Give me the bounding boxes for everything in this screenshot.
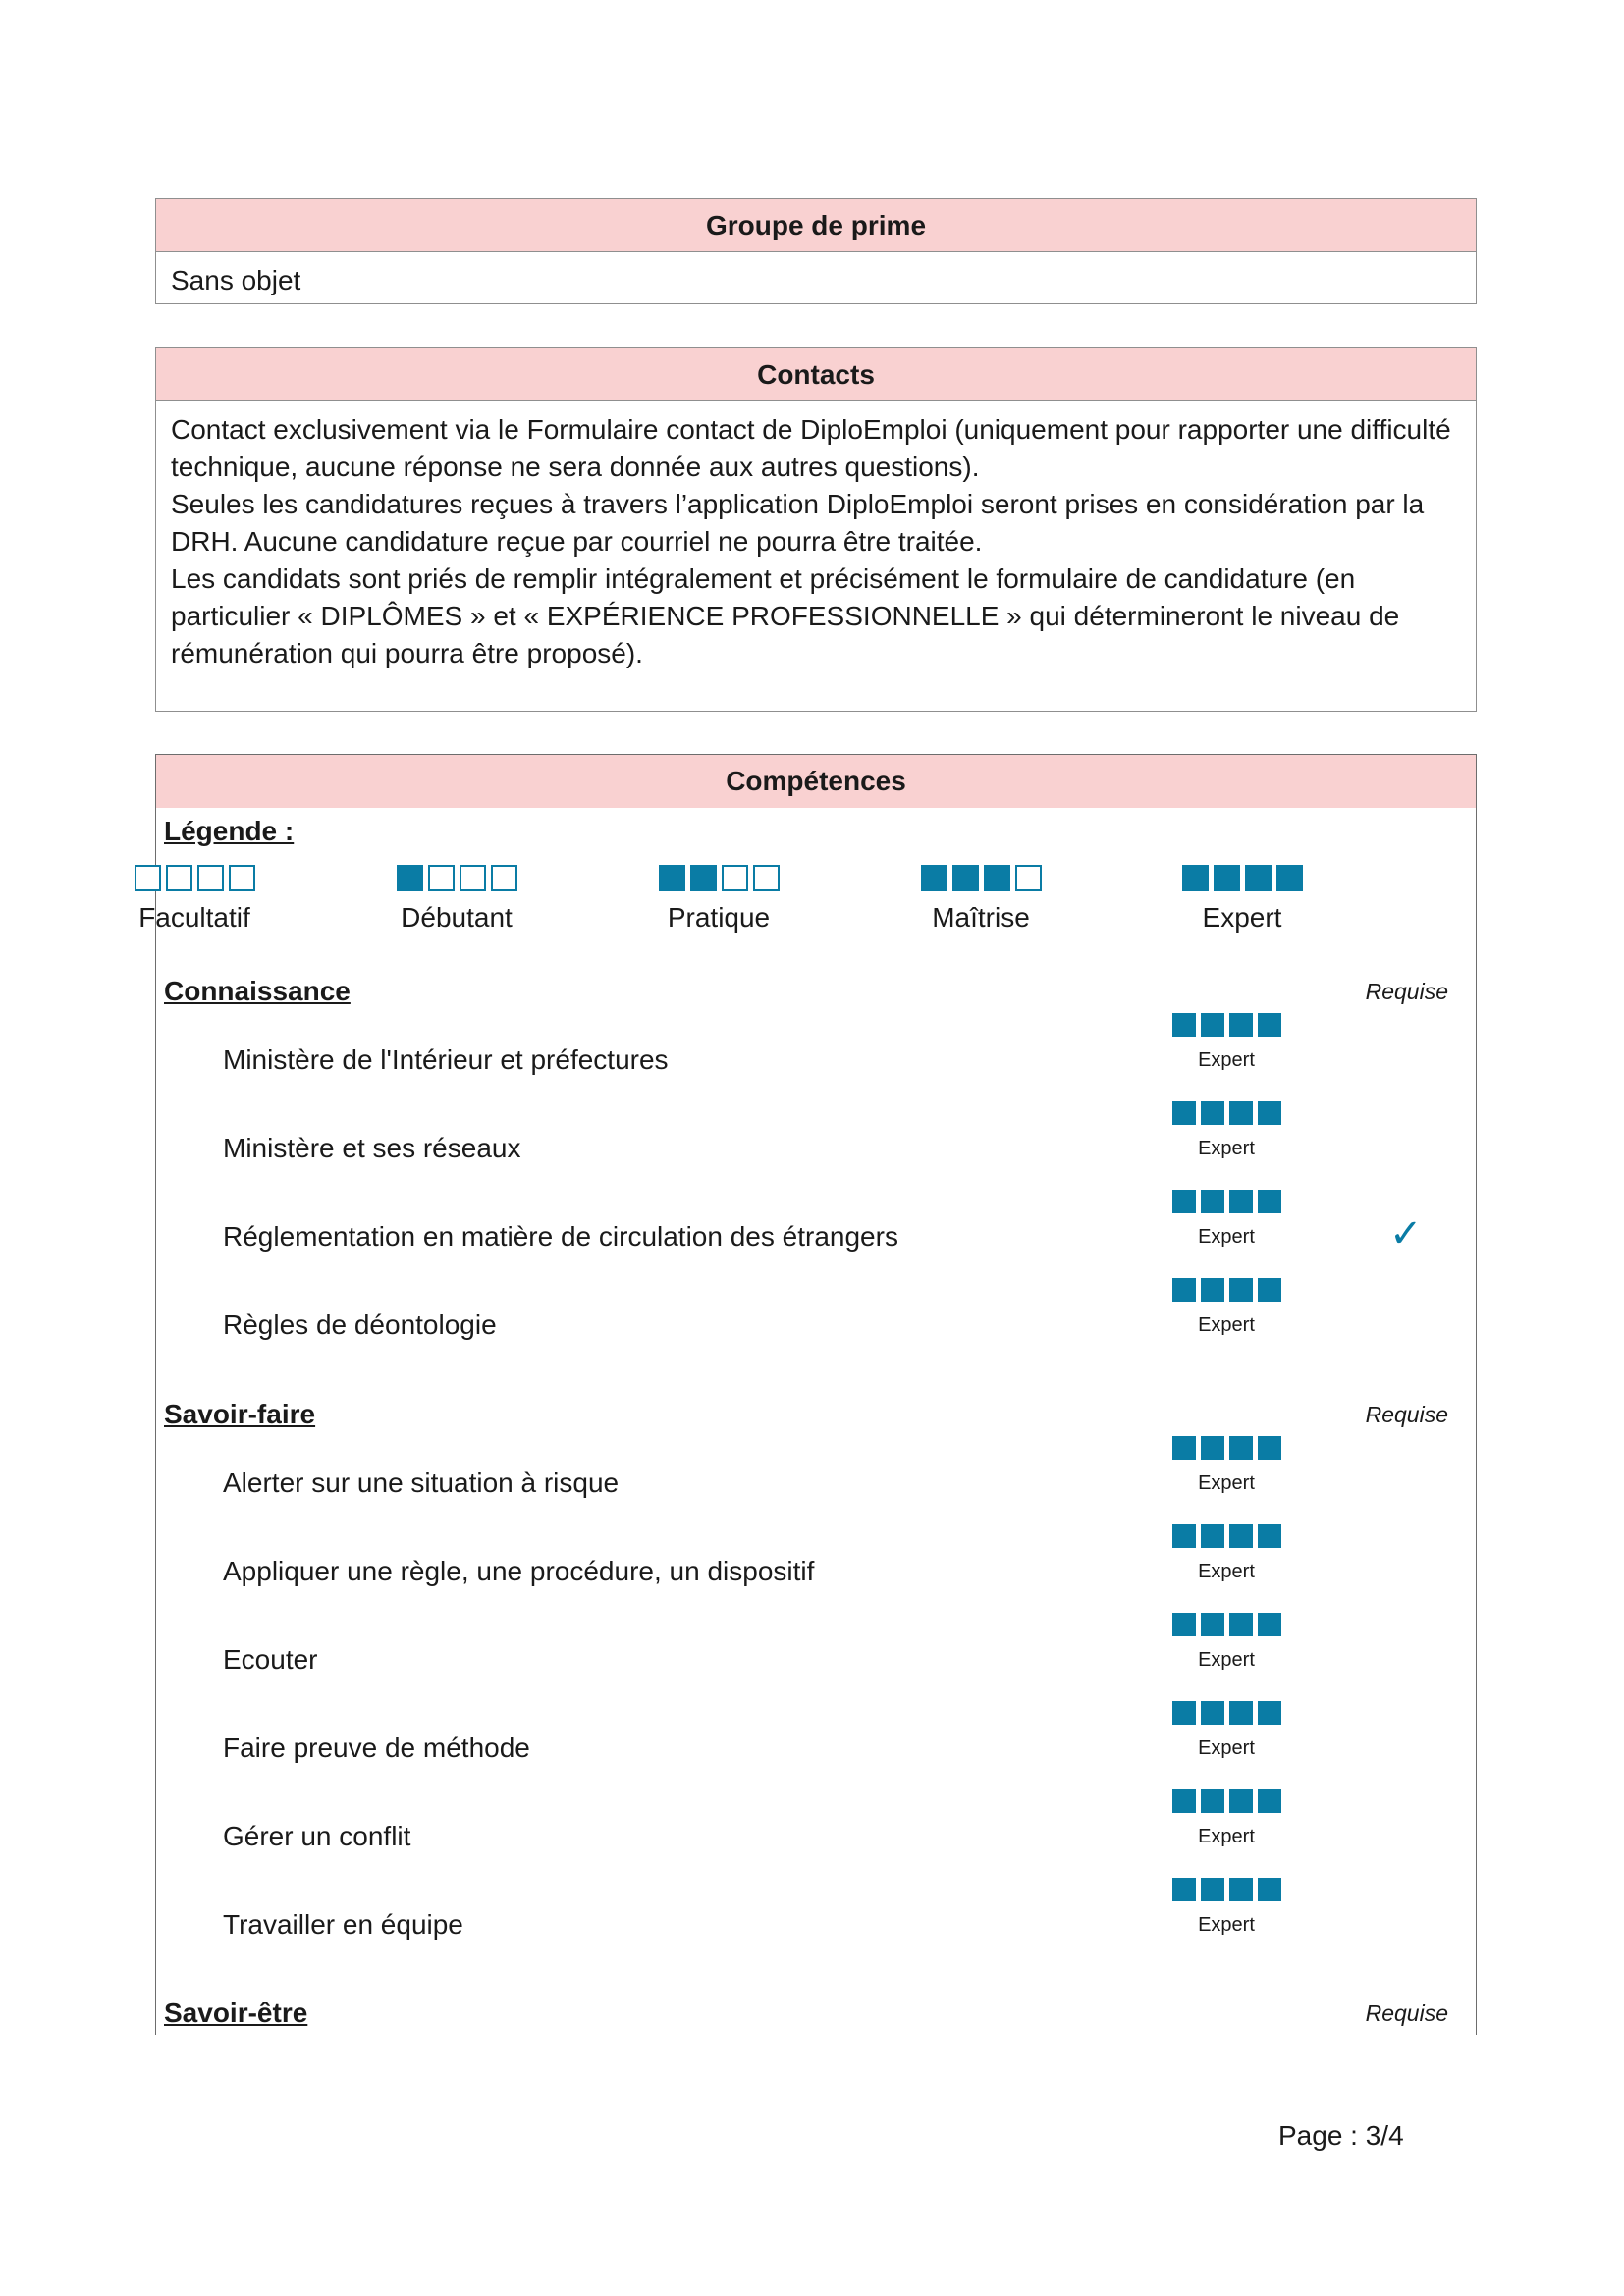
competence-level	[1164, 1701, 1288, 1760]
level-squares	[1172, 1701, 1281, 1725]
filled-square-icon	[1229, 1190, 1253, 1213]
required-column-label: Requise	[1365, 2001, 1448, 2026]
filled-square-icon	[1258, 1524, 1281, 1548]
level-squares	[921, 865, 1042, 891]
competences-panel	[138, 754, 1477, 2035]
legend-label: Maîtrise	[932, 902, 1030, 933]
empty-square-icon	[491, 865, 517, 891]
filled-square-icon	[1172, 1878, 1196, 1901]
required-column-label: Requise	[1365, 979, 1448, 1004]
competence-level	[1164, 1278, 1288, 1337]
contacts-panel	[155, 347, 1477, 712]
section-title: Savoir-être	[164, 1998, 308, 2028]
required-column-label: Requise	[1365, 1402, 1448, 1427]
legend-item	[883, 865, 1079, 934]
competence-name: Ministère de l'Intérieur et préfectures	[223, 1044, 669, 1075]
required-check-icon: ✓	[1389, 1212, 1423, 1255]
filled-square-icon	[1258, 1278, 1281, 1302]
legend-item	[358, 865, 555, 934]
filled-square-icon	[1201, 1190, 1224, 1213]
competence-name: Alerter sur une situation à risque	[223, 1468, 620, 1498]
level-squares	[1172, 1878, 1281, 1901]
competence-level-label: Expert	[1198, 1561, 1255, 1582]
competence-name: Ministère et ses réseaux	[223, 1133, 521, 1163]
competence-level-label: Expert	[1198, 1138, 1255, 1159]
competence-row	[156, 1907, 1476, 1996]
filled-square-icon	[1229, 1701, 1253, 1725]
competence-level	[1164, 1190, 1288, 1249]
competence-level	[1164, 1013, 1288, 1072]
filled-square-icon	[1258, 1013, 1281, 1037]
filled-square-icon	[1172, 1190, 1196, 1213]
legend-item	[96, 865, 293, 934]
competence-level	[1164, 1789, 1288, 1848]
filled-square-icon	[1229, 1101, 1253, 1125]
legend-item	[621, 865, 817, 934]
competence-level-label: Expert	[1198, 1049, 1255, 1071]
prime-panel	[155, 198, 1477, 304]
contacts-paragraph: Seules les candidatures reçues à travers l’application DiploEmploi seront prises en considération par la DRH. Aucune candidature reçue par courriel ne pourra être traitée.	[171, 489, 1425, 557]
filled-square-icon	[1229, 1878, 1253, 1901]
level-squares	[1172, 1190, 1281, 1213]
competence-name: Travailler en équipe	[223, 1909, 463, 1940]
competence-name: Ecouter	[223, 1644, 318, 1675]
competence-name: Règles de déontologie	[223, 1309, 497, 1340]
competence-name: Faire preuve de méthode	[223, 1733, 530, 1763]
filled-square-icon	[1201, 1436, 1224, 1460]
empty-square-icon	[166, 865, 192, 891]
competence-name: Gérer un conflit	[223, 1821, 411, 1851]
competence-level-label: Expert	[1198, 1649, 1255, 1671]
section-title: Connaissance	[164, 976, 351, 1006]
legend-title: Légende :	[164, 816, 295, 846]
legend-item	[1144, 865, 1340, 934]
page-number: Page : 3/4	[1278, 2120, 1404, 2151]
competence-level	[1164, 1613, 1288, 1672]
contacts-paragraph: Contact exclusivement via le Formulaire contact de DiploEmploi (uniquement pour rapporter une difficulté technique, aucune réponse ne sera donnée aux autres questions).	[171, 414, 1451, 482]
level-squares	[1172, 1278, 1281, 1302]
competence-level-label: Expert	[1198, 1226, 1255, 1248]
filled-square-icon	[397, 865, 423, 891]
empty-square-icon	[135, 865, 161, 891]
filled-square-icon	[1172, 1524, 1196, 1548]
filled-square-icon	[921, 865, 947, 891]
filled-square-icon	[952, 865, 979, 891]
competence-row	[156, 1308, 1476, 1396]
filled-square-icon	[1245, 865, 1272, 891]
contacts-body	[156, 401, 1476, 682]
competence-level	[1164, 1524, 1288, 1583]
filled-square-icon	[1172, 1278, 1196, 1302]
filled-square-icon	[984, 865, 1010, 891]
filled-square-icon	[1258, 1436, 1281, 1460]
filled-square-icon	[690, 865, 717, 891]
filled-square-icon	[1258, 1878, 1281, 1901]
filled-square-icon	[1258, 1613, 1281, 1636]
competence-level	[1164, 1101, 1288, 1160]
competence-level-label: Expert	[1198, 1472, 1255, 1494]
legend-label: Expert	[1202, 902, 1282, 933]
prime-body: Sans objet	[171, 265, 301, 295]
filled-square-icon	[1201, 1278, 1224, 1302]
competence-level-label: Expert	[1198, 1826, 1255, 1847]
filled-square-icon	[1258, 1701, 1281, 1725]
filled-square-icon	[1229, 1436, 1253, 1460]
level-squares	[1182, 865, 1303, 891]
filled-square-icon	[1172, 1436, 1196, 1460]
competence-level	[1164, 1878, 1288, 1937]
filled-square-icon	[1229, 1524, 1253, 1548]
level-squares	[135, 865, 255, 891]
section-title: Savoir-faire	[164, 1399, 316, 1429]
filled-square-icon	[1229, 1789, 1253, 1813]
filled-square-icon	[1172, 1101, 1196, 1125]
competences-title: Compétences	[156, 755, 1476, 808]
filled-square-icon	[1229, 1013, 1253, 1037]
empty-square-icon	[428, 865, 455, 891]
legend-label: Pratique	[667, 902, 771, 933]
competence-name: Appliquer une règle, une procédure, un dispositif	[223, 1556, 815, 1586]
level-squares	[1172, 1436, 1281, 1460]
prime-title: Groupe de prime	[156, 199, 1476, 252]
filled-square-icon	[1201, 1789, 1224, 1813]
filled-square-icon	[1172, 1789, 1196, 1813]
level-squares	[397, 865, 517, 891]
filled-square-icon	[1201, 1613, 1224, 1636]
filled-square-icon	[1258, 1101, 1281, 1125]
filled-square-icon	[1258, 1190, 1281, 1213]
filled-square-icon	[1172, 1013, 1196, 1037]
filled-square-icon	[1182, 865, 1209, 891]
level-squares	[1172, 1101, 1281, 1125]
competence-level-label: Expert	[1198, 1314, 1255, 1336]
legend-label: Débutant	[401, 902, 513, 933]
level-squares	[1172, 1789, 1281, 1813]
level-squares	[1172, 1013, 1281, 1037]
empty-square-icon	[1015, 865, 1042, 891]
filled-square-icon	[1229, 1278, 1253, 1302]
filled-square-icon	[1201, 1013, 1224, 1037]
contacts-paragraph: Les candidats sont priés de remplir intégralement et précisément le formulaire de candidature (en particulier « DIPLÔMES » et « EXPÉRIENCE PROFESSIONNELLE » qui détermineront le niveau de rémunération qui pourra être proposé).	[171, 563, 1400, 668]
competence-name: Réglementation en matière de circulation des étrangers	[223, 1221, 898, 1252]
filled-square-icon	[1172, 1701, 1196, 1725]
competence-level-label: Expert	[1198, 1914, 1255, 1936]
empty-square-icon	[197, 865, 224, 891]
filled-square-icon	[659, 865, 685, 891]
empty-square-icon	[722, 865, 748, 891]
empty-square-icon	[460, 865, 486, 891]
filled-square-icon	[1172, 1613, 1196, 1636]
filled-square-icon	[1201, 1101, 1224, 1125]
legend-label: Facultatif	[138, 902, 250, 933]
contacts-title: Contacts	[156, 348, 1476, 401]
empty-square-icon	[229, 865, 255, 891]
filled-square-icon	[1276, 865, 1303, 891]
empty-square-icon	[753, 865, 780, 891]
competence-level	[1164, 1436, 1288, 1495]
level-squares	[659, 865, 780, 891]
filled-square-icon	[1214, 865, 1240, 891]
filled-square-icon	[1201, 1878, 1224, 1901]
filled-square-icon	[1201, 1524, 1224, 1548]
filled-square-icon	[1201, 1701, 1224, 1725]
competence-level-label: Expert	[1198, 1737, 1255, 1759]
legend	[138, 865, 1476, 934]
filled-square-icon	[1229, 1613, 1253, 1636]
level-squares	[1172, 1613, 1281, 1636]
filled-square-icon	[1258, 1789, 1281, 1813]
level-squares	[1172, 1524, 1281, 1548]
